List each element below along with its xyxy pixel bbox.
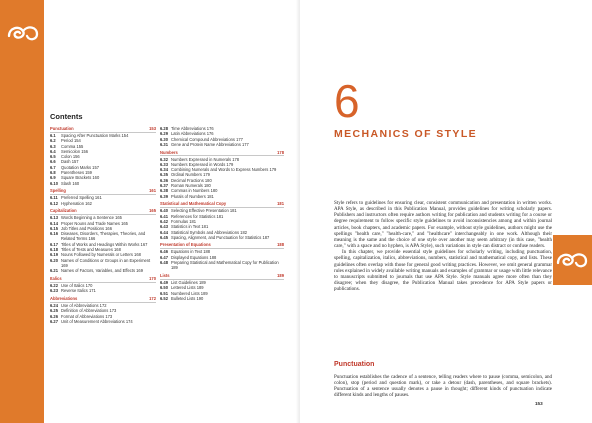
toc-entry-text: Square Brackets 160 <box>61 175 100 181</box>
toc-entry-number: 6.47 <box>160 254 168 260</box>
contents-title: Contents <box>50 112 83 121</box>
toc-entry-number: 6.40 <box>160 208 168 214</box>
toc-entry-number: 6.11 <box>50 195 58 201</box>
toc-entry-number: 6.42 <box>160 218 168 224</box>
toc-entry <box>160 194 284 199</box>
toc-entry-number: 6.31 <box>160 141 168 147</box>
toc-section-heading <box>50 126 156 131</box>
toc-entry-text: Hyphenation 162 <box>61 200 92 206</box>
toc-entry <box>160 235 284 240</box>
toc-entry-number: 6.7 <box>50 164 56 170</box>
toc-entry-number: 6.49 <box>160 280 168 286</box>
toc-entry-text: Period 154 <box>61 138 81 144</box>
toc-entry-text: Words Beginning a Sentence 165 <box>61 215 122 221</box>
toc-section-label: Presentation of Equations <box>160 242 211 248</box>
toc-entry-text: Numbered Lists 189 <box>171 290 208 296</box>
toc-entry-text: Definition of Abbreviations 173 <box>61 308 117 314</box>
toc-entry-number: 6.9 <box>50 175 56 181</box>
toc-entry-number: 6.20 <box>50 257 58 263</box>
toc-entry <box>50 201 156 206</box>
toc-entry-text: Spacing, Alignment, and Punctuation for Statistics 187 <box>171 234 270 240</box>
toc-entry-text: Titles of Works and Headings Within Works 167 <box>61 241 148 247</box>
toc-entry <box>50 288 156 293</box>
toc-entry-number: 6.21 <box>50 268 58 274</box>
toc-entry-text: Names of Conditions or Groups in an Experiment 169 <box>61 257 151 268</box>
toc-entry-number: 6.27 <box>50 318 58 324</box>
section-heading-punctuation: Punctuation <box>334 361 375 368</box>
toc-entry-number: 6.26 <box>50 313 58 319</box>
punctuation-text: Punctuation establishes the cadence of a sentence, telling readers where to pause (comma, semicolon, and colon), stop (period and question mark), or take a detour (dash, parentheses, and square brackets). Punctuation of a sentence usually denotes a pause in thought; different kinds of punctuation indicate different kinds and lengths of pauses. <box>334 374 552 399</box>
toc-entry-number: 6.15 <box>50 225 58 231</box>
chapter-intro-text <box>334 200 552 292</box>
toc-section-page: 172 <box>149 295 156 301</box>
toc-entry-text: Proper Nouns and Trade Names 165 <box>61 220 128 226</box>
toc-section-page: 165 <box>149 208 156 214</box>
toc-entry-text: List Guidelines 189 <box>171 280 206 286</box>
chapter-number: 6 <box>334 75 360 127</box>
toc-entry <box>160 260 284 271</box>
toc-entry-number: 6.51 <box>160 290 168 296</box>
page-number: 153 <box>535 401 543 406</box>
toc-entry-text: Nouns Followed by Numerals or Letters 168 <box>61 252 141 258</box>
toc-entry-text: Unit of Measurement Abbreviations 174 <box>61 318 133 324</box>
toc-entry <box>50 231 156 242</box>
toc-entry-text: Plurals of Numbers 181 <box>171 193 214 199</box>
toc-entry-text: Decimal Fractions 180 <box>171 177 212 183</box>
toc-entry-text: Selecting Effective Presentation 181 <box>171 208 237 214</box>
contents-column-2 <box>160 126 284 301</box>
toc-entry-text: Ordinal Numbers 179 <box>171 172 210 178</box>
toc-entry-number: 6.24 <box>50 302 58 308</box>
toc-entry-text: Preferred Spelling 161 <box>61 195 102 201</box>
toc-entry-number: 6.34 <box>160 167 168 173</box>
toc-entry-text: Gene and Protein Name Abbreviations 177 <box>171 141 249 147</box>
toc-entry-text: Diseases, Disorders, Therapies, Theories, and Related Terms 166 <box>61 231 146 242</box>
toc-section-page: 161 <box>149 188 156 194</box>
toc-entry-text: Commas in Numbers 180 <box>171 188 218 194</box>
chapter-title: MECHANICS OF STYLE <box>334 128 478 140</box>
toc-section-heading <box>160 201 284 206</box>
swirl-ornament-icon <box>6 22 40 44</box>
toc-entry-number: 6.8 <box>50 170 56 176</box>
toc-entry-text: Chemical Compound Abbreviations 177 <box>171 136 243 142</box>
toc-entry-number: 6.39 <box>160 193 168 199</box>
toc-entry-text: Bulleted Lists 190 <box>171 295 204 301</box>
punctuation-paragraph <box>334 374 552 399</box>
toc-entry-text: Roman Numerals 180 <box>171 183 211 189</box>
toc-entry-text: Use of Italics 170 <box>61 282 93 288</box>
toc-section-label: Italics <box>50 275 62 281</box>
toc-entry-number: 6.12 <box>50 200 58 206</box>
toc-entry <box>50 258 156 269</box>
toc-entry-number: 6.44 <box>160 229 168 235</box>
toc-entry-number: 6.23 <box>50 288 58 294</box>
toc-entry-number: 6.28 <box>160 126 168 131</box>
toc-section-heading <box>50 188 156 193</box>
toc-section-page: 153 <box>149 126 156 131</box>
intro-paragraph-1: Style refers to guidelines for ensuring clear, consistent communication and presentation in written works. APA Style, as described in this Publication Manual, provides guidelines for writing scholarly papers. Publishers and instructors often require authors writing for publication and students writing for a course or degree requirement to follow specific style guidelines to avoid inconsistencies among and within journal articles, book chapters, and academic papers. For example, without style guidelines, authors might use the spellings "health care," "health-care," and "healthcare" interchangeably in one work. Although their meaning is the same and the choice of one style over another may seem arbitrary (in this case, "health care," with a space and no hyphen, is APA Style), such variations in style can distract or confuse readers. <box>334 200 552 250</box>
toc-entry-text: Statistics in Text 181 <box>171 224 209 230</box>
toc-section-label: Lists <box>160 273 170 279</box>
toc-entry-number: 6.35 <box>160 172 168 178</box>
toc-entry-text: Combining Numerals and Words to Express Numbers 179 <box>171 167 277 173</box>
toc-entry-text: Format of Abbreviations 173 <box>61 313 113 319</box>
toc-entry-text: Displayed Equations 188 <box>171 254 217 260</box>
toc-entry-number: 6.37 <box>160 183 168 189</box>
intro-paragraph-2: In this chapter, we provide essential style guidelines for scholarly writing, including punctuation, spelling, capitalization, italics, abbreviations, numbers, statistical and mathematical copy, and lists. These guidelines often overlap with those for general good writing practices. However, we omit general grammar rules explained in widely available writing manuals and examples of grammar or usage with little relevance to manuscripts submitted to journals that use APA Style. Style manuals agree more often than they disagree; when they disagree, the Publication Manual takes precedence for APA Style papers or publications. <box>334 249 552 293</box>
toc-section-heading <box>50 296 156 301</box>
toc-entry-text: Numbers Expressed in Numerals 178 <box>171 156 240 162</box>
toc-entry-text: References for Statistics 181 <box>171 213 224 219</box>
toc-section-label: Punctuation <box>50 126 74 131</box>
toc-section-page: 178 <box>277 149 284 155</box>
toc-entry-text: Preparing Statistical and Mathematical Copy for Publication 189 <box>171 260 279 271</box>
toc-entry-number: 6.5 <box>50 154 56 160</box>
toc-entry-number: 6.25 <box>50 308 58 314</box>
toc-entry-number: 6.48 <box>160 260 168 266</box>
toc-section-page: 188 <box>277 242 284 248</box>
toc-entry-number: 6.50 <box>160 285 168 291</box>
toc-entry-text: Time Abbreviations 176 <box>171 126 214 131</box>
toc-entry-number: 6.2 <box>50 138 56 144</box>
toc-entry-text: Slash 160 <box>61 180 80 186</box>
toc-entry-text: Titles of Tests and Measures 168 <box>61 247 121 253</box>
contents-column-1 <box>50 126 156 324</box>
toc-entry-text: Colon 156 <box>61 154 80 160</box>
swirl-ornament-icon-right <box>555 249 589 271</box>
toc-section-label: Numbers <box>160 149 178 155</box>
toc-entry-number: 6.30 <box>160 136 168 142</box>
toc-entry-number: 6.29 <box>160 131 168 137</box>
toc-entry-number: 6.16 <box>50 231 58 237</box>
toc-section-heading <box>160 273 284 278</box>
toc-section-heading <box>50 276 156 281</box>
toc-entry <box>50 181 156 186</box>
toc-entry-number: 6.3 <box>50 143 56 149</box>
toc-entry-text: Semicolon 156 <box>61 148 89 154</box>
toc-entry-number: 6.43 <box>160 224 168 230</box>
toc-entry-text: Equations in Text 188 <box>171 249 211 255</box>
toc-entry-text: Dash 157 <box>61 159 79 165</box>
toc-entry-number: 6.18 <box>50 247 58 253</box>
toc-entry-text: Parentheses 159 <box>61 170 92 176</box>
toc-entry-number: 6.14 <box>50 220 58 226</box>
toc-entry-text: Names of Factors, Variables, and Effects 169 <box>61 268 143 274</box>
toc-entry-number: 6.46 <box>160 249 168 255</box>
toc-section-label: Statistical and Mathematical Copy <box>160 201 227 207</box>
toc-entry-number: 6.22 <box>50 282 58 288</box>
toc-section-page: 170 <box>149 275 156 281</box>
toc-section-heading <box>160 242 284 247</box>
toc-entry-number: 6.4 <box>50 148 56 154</box>
toc-entry-text: Statistical Symbols and Abbreviations 182 <box>171 229 248 235</box>
toc-section-heading <box>50 208 156 213</box>
toc-entry-number: 6.19 <box>50 252 58 258</box>
toc-entry-number: 6.1 <box>50 132 56 138</box>
toc-entry-number: 6.13 <box>50 215 58 221</box>
toc-entry-number: 6.6 <box>50 159 56 165</box>
left-accent-bar <box>0 0 44 423</box>
toc-entry-number: 6.33 <box>160 161 168 167</box>
toc-entry-text: Job Titles and Positions 166 <box>61 225 112 231</box>
toc-entry <box>160 142 284 147</box>
toc-entry-text: Formulas 181 <box>171 218 197 224</box>
toc-entry-number: 6.10 <box>50 180 58 186</box>
toc-entry-text: Comma 155 <box>61 143 84 149</box>
toc-entry-text: Reverse Italics 171 <box>61 288 96 294</box>
toc-entry-number: 6.17 <box>50 241 58 247</box>
toc-entry-text: Spacing After Punctuation Marks 154 <box>61 132 129 138</box>
toc-section-heading <box>160 150 284 155</box>
toc-entry-number: 6.36 <box>160 177 168 183</box>
toc-section-page: 189 <box>277 273 284 279</box>
toc-entry <box>50 319 156 324</box>
toc-entry-text: Numbers Expressed in Words 179 <box>171 161 234 167</box>
toc-entry-number: 6.38 <box>160 188 168 194</box>
toc-section-label: Abbreviations <box>50 295 78 301</box>
toc-section-label: Spelling <box>50 188 66 194</box>
toc-entry-number: 6.32 <box>160 156 168 162</box>
toc-entry-text: Lettered Lists 189 <box>171 285 204 291</box>
toc-section-label: Capitalization <box>50 208 77 214</box>
toc-entry-text: Use of Abbreviations 172 <box>61 302 107 308</box>
toc-section-page: 181 <box>277 201 284 207</box>
toc-entry-text: Quotation Marks 157 <box>61 164 100 170</box>
toc-entry-number: 6.52 <box>160 295 168 301</box>
toc-entry <box>50 268 156 273</box>
toc-entry-number: 6.45 <box>160 234 168 240</box>
toc-entry-number: 6.41 <box>160 213 168 219</box>
toc-entry-text: Latin Abbreviations 176 <box>171 131 214 137</box>
toc-entry <box>160 296 284 301</box>
